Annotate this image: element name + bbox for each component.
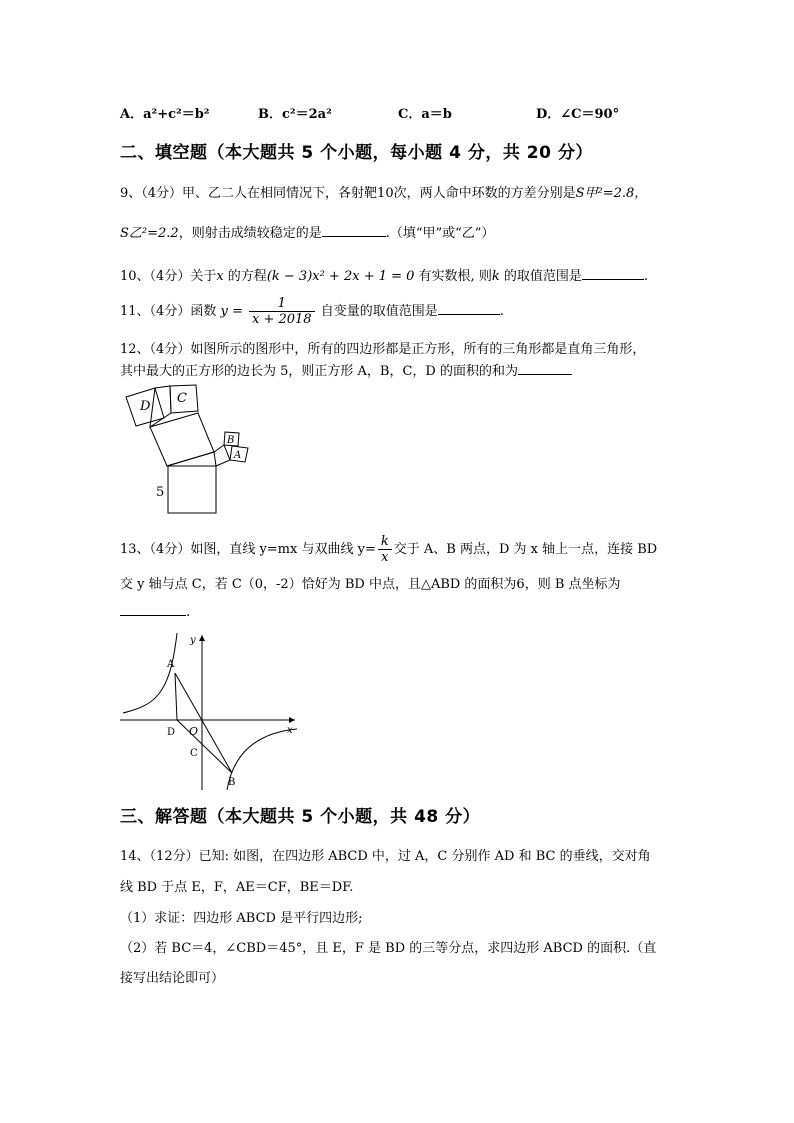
section-2-title: 二、填空题（本大题共 5 个小题，每小题 4 分，共 20 分） xyxy=(120,143,593,163)
q10-answer-blank[interactable] xyxy=(582,267,644,280)
label-b: B xyxy=(228,777,236,788)
q11-answer-blank[interactable] xyxy=(438,302,500,315)
q10-mid2: 有实数根, 则 xyxy=(414,269,492,284)
q13-line3 xyxy=(120,603,190,620)
q9-hint: .（填“甲”或“乙”） xyxy=(385,226,495,241)
label-d: D xyxy=(167,727,176,738)
q11-numerator: 1 xyxy=(249,296,315,312)
q13-frac-num: k xyxy=(378,534,392,550)
q9-suffix: ，则射击成绩较稳定的是 xyxy=(178,226,322,241)
label-d: D xyxy=(140,399,151,414)
option-a: A．a²+c²＝b² xyxy=(120,107,210,122)
hyperbola-left xyxy=(123,633,177,713)
q11-line xyxy=(120,296,504,327)
q14-line1: 14、（12分）已知: 如图，在四边形 ABCD 中，过 A，C 分别作 AD 和 BC 的垂线，交对角 xyxy=(120,849,651,864)
q9-answer-blank[interactable] xyxy=(322,224,386,237)
q11-fraction xyxy=(249,296,315,327)
label-5: 5 xyxy=(156,485,165,500)
q12-line1: 12、（4分）如图所示的图形中，所有的四边形都是正方形，所有的三角形都是直角三角形， xyxy=(120,342,646,357)
q10-mid: 的方程 xyxy=(223,269,267,284)
q11-suffix: 自变量的取值范围是 xyxy=(316,304,438,319)
q11-y-eq: y = xyxy=(220,304,243,319)
option-c: C．a＝b xyxy=(398,107,452,122)
line-db xyxy=(177,720,232,773)
line-ab xyxy=(175,673,232,773)
q9-line1 xyxy=(120,182,647,201)
option-d: D．∠C＝90° xyxy=(536,107,620,122)
label-b: B xyxy=(227,435,235,446)
q14-part2-line2: 接写出结论即可） xyxy=(120,971,225,986)
label-a: A xyxy=(167,659,175,670)
hyperbola-right xyxy=(227,729,297,790)
q13-fraction xyxy=(378,534,392,565)
label-c: C xyxy=(190,748,198,759)
label-a: A xyxy=(234,450,242,461)
q13-line2: 交 y 轴与点 C，若 C（0，-2）恰好为 BD 中点，且△ABD 的面积为6，则 B 点坐标为 xyxy=(120,577,621,592)
q9-line2 xyxy=(120,222,494,241)
q10-var-x: x xyxy=(216,269,224,284)
section-3-title: 三、解答题（本大题共 5 个小题，共 48 分） xyxy=(120,807,481,827)
q13-end: . xyxy=(186,605,191,620)
q12-answer-blank[interactable] xyxy=(518,362,572,375)
label-y: y xyxy=(190,635,196,646)
label-o: O xyxy=(189,725,199,738)
q12-line2-text: 其中最大的正方形的边长为 5，则正方形 A，B，C，D 的面积的和为 xyxy=(120,364,518,379)
q10-prefix: 10、（4分）关于 xyxy=(120,269,217,284)
q10-end: . xyxy=(643,269,648,284)
q13-figure xyxy=(115,625,305,795)
label-x: x xyxy=(287,725,293,736)
q13-suffix: 交于 A、B 两点，D 为 x 轴上一点，连接 BD xyxy=(393,542,658,557)
q13-prefix: 13、（4分）如图，直线 y=mx 与双曲线 y= xyxy=(120,542,376,557)
q13-frac-den: x xyxy=(381,550,389,565)
label-c: C xyxy=(177,391,187,406)
q13-answer-blank[interactable] xyxy=(120,603,186,616)
q10-var-k: k xyxy=(491,269,500,284)
q11-prefix: 11、（4分）函数 xyxy=(120,304,217,319)
largest-square xyxy=(168,466,216,513)
option-b: B．c²＝2a² xyxy=(258,107,332,122)
q13-line1 xyxy=(120,534,657,565)
q12-figure xyxy=(110,380,260,520)
q10-suffix: 的取值范围是 xyxy=(499,269,582,284)
q14-part2-line1: （2）若 BC＝4，∠CBD＝45°，且 E，F 是 BD 的三等分点，求四边形 ABCD 的面积.（直 xyxy=(120,941,657,956)
q11-denominator: x + 2018 xyxy=(251,312,312,327)
q10-line xyxy=(120,265,648,284)
line-ad xyxy=(175,673,177,720)
q9-prefix: 9、（4分）甲、乙二人在相同情况下，各射靶10次，两人命中环数的方差分别是 xyxy=(120,186,576,201)
q10-equation: (k − 3)x² + 2x + 1 = 0 xyxy=(266,269,415,284)
q9-s-jia: S甲²=2.8， xyxy=(575,186,648,201)
q14-line2: 线 BD 于点 E，F，AE＝CF，BE＝DF. xyxy=(120,880,354,895)
q11-end: . xyxy=(499,304,504,319)
q9-s-yi: S乙²=2.2 xyxy=(120,226,179,241)
q12-line2 xyxy=(120,360,572,379)
q14-part1: （1）求证：四边形 ABCD 是平行四边形; xyxy=(120,911,363,926)
